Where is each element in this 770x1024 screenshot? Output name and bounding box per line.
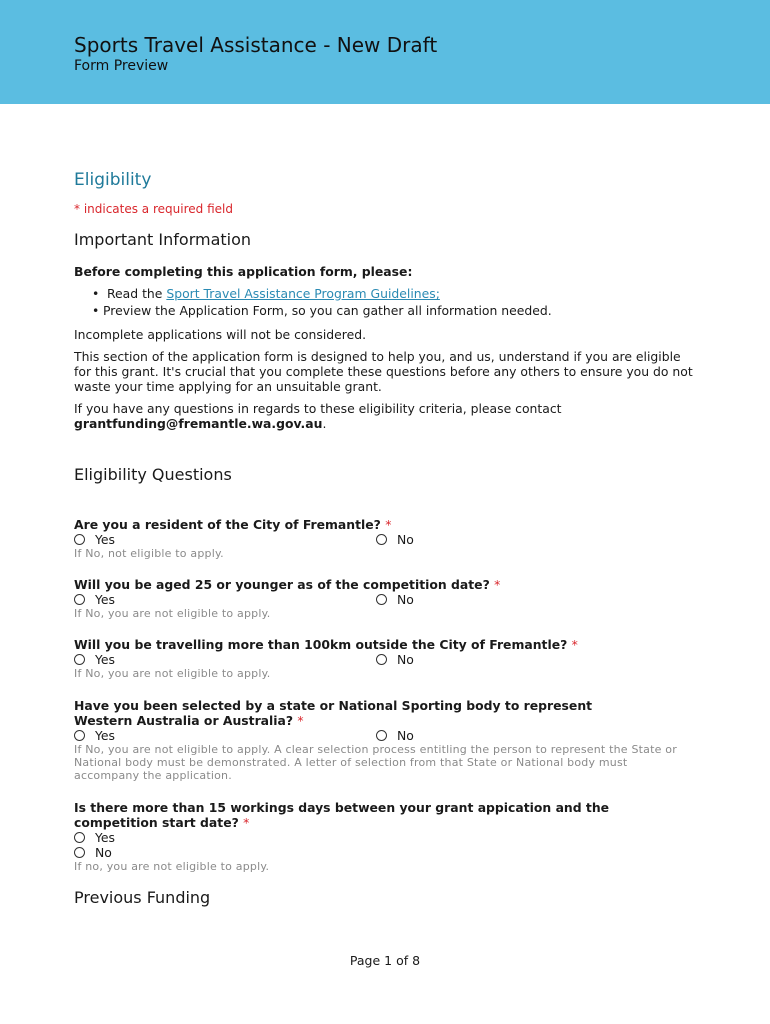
radio-yes[interactable]: Yes xyxy=(74,532,115,547)
required-asterisk: * xyxy=(297,713,304,728)
question-hint: If No, you are not eligible to apply. xyxy=(74,607,271,620)
question-resident xyxy=(74,517,694,560)
radio-circle-icon[interactable] xyxy=(74,847,85,858)
form-subtitle: Form Preview xyxy=(74,58,169,74)
form-content xyxy=(74,170,694,907)
instructions-list xyxy=(74,285,694,319)
radio-group xyxy=(74,592,694,607)
question-hint: If No, not eligible to apply. xyxy=(74,547,224,560)
radio-circle-icon[interactable] xyxy=(376,654,387,665)
question-hint: If No, you are not eligible to apply. xyxy=(74,667,271,680)
important-heading: Important Information xyxy=(74,230,252,249)
question-working-days xyxy=(74,800,694,873)
radio-circle-icon[interactable] xyxy=(74,654,85,665)
question-label: Will you be travelling more than 100km outside the City of Fremantle? * xyxy=(74,637,578,652)
section-title: Eligibility xyxy=(74,170,152,190)
required-asterisk: * xyxy=(243,815,250,830)
question-label: Have you been selected by a state or National Sporting body to represent Western Australia or Australia? * xyxy=(74,698,593,728)
section-description: This section of the application form is designed to help you, and us, understand if you are eligible for this grant. It's crucial that you complete these questions before any others to ensure you do not waste your time applying for an unsuitable grant. xyxy=(74,349,693,394)
question-distance xyxy=(74,637,694,680)
incomplete-note: Incomplete applications will not be considered. xyxy=(74,327,367,342)
radio-circle-icon[interactable] xyxy=(376,594,387,605)
form-title: Sports Travel Assistance - New Draft xyxy=(74,33,438,57)
bullet-text: Read the xyxy=(107,286,167,301)
required-note: * indicates a required field xyxy=(74,202,233,216)
radio-group xyxy=(74,728,694,743)
radio-group xyxy=(74,652,694,667)
contact-email[interactable]: grantfunding@fremantle.wa.gov.au xyxy=(74,416,323,431)
required-asterisk: * xyxy=(571,637,578,652)
important-intro: Before completing this application form, please: xyxy=(74,264,413,279)
radio-group xyxy=(74,532,694,547)
question-label: Are you a resident of the City of Fremantle? * xyxy=(74,517,392,532)
page-number: Page 1 of 8 xyxy=(349,953,421,968)
guidelines-link[interactable]: Sport Travel Assistance Program Guidelines; xyxy=(166,286,440,301)
list-item xyxy=(74,285,694,302)
radio-circle-icon[interactable] xyxy=(74,730,85,741)
radio-no[interactable]: No xyxy=(376,592,414,607)
eligibility-questions-heading: Eligibility Questions xyxy=(74,465,232,484)
radio-circle-icon[interactable] xyxy=(74,534,85,545)
radio-circle-icon[interactable] xyxy=(74,832,85,843)
page-header xyxy=(0,0,770,104)
radio-no[interactable]: No xyxy=(376,532,414,547)
radio-circle-icon[interactable] xyxy=(376,730,387,741)
question-label: Will you be aged 25 or younger as of the competition date? * xyxy=(74,577,501,592)
radio-yes[interactable]: Yes xyxy=(74,728,115,743)
list-item: • Preview the Application Form, so you can gather all information needed. xyxy=(74,302,694,319)
radio-no[interactable]: No xyxy=(74,845,694,860)
previous-funding-heading: Previous Funding xyxy=(74,888,211,907)
question-hint: If no, you are not eligible to apply. xyxy=(74,860,270,873)
contact-paragraph xyxy=(74,401,694,431)
radio-yes[interactable]: Yes xyxy=(74,830,694,845)
radio-no[interactable]: No xyxy=(376,652,414,667)
contact-text: If you have any questions in regards to these eligibility criteria, please contact xyxy=(74,401,562,416)
radio-circle-icon[interactable] xyxy=(376,534,387,545)
question-label: Is there more than 15 workings days between your grant appication and the competition start date? * xyxy=(74,800,610,830)
radio-no[interactable]: No xyxy=(376,728,414,743)
radio-circle-icon[interactable] xyxy=(74,594,85,605)
radio-yes[interactable]: Yes xyxy=(74,592,115,607)
required-asterisk: * xyxy=(494,577,501,592)
radio-yes[interactable]: Yes xyxy=(74,652,115,667)
question-age xyxy=(74,577,694,620)
question-hint: If No, you are not eligible to apply. A clear selection process entitling the person to represent the State or National body must be demonstrated. A letter of selection from that State or National body must accompany the application. xyxy=(74,743,677,782)
contact-suffix: . xyxy=(322,416,327,431)
question-selected xyxy=(74,698,694,782)
required-asterisk: * xyxy=(385,517,392,532)
